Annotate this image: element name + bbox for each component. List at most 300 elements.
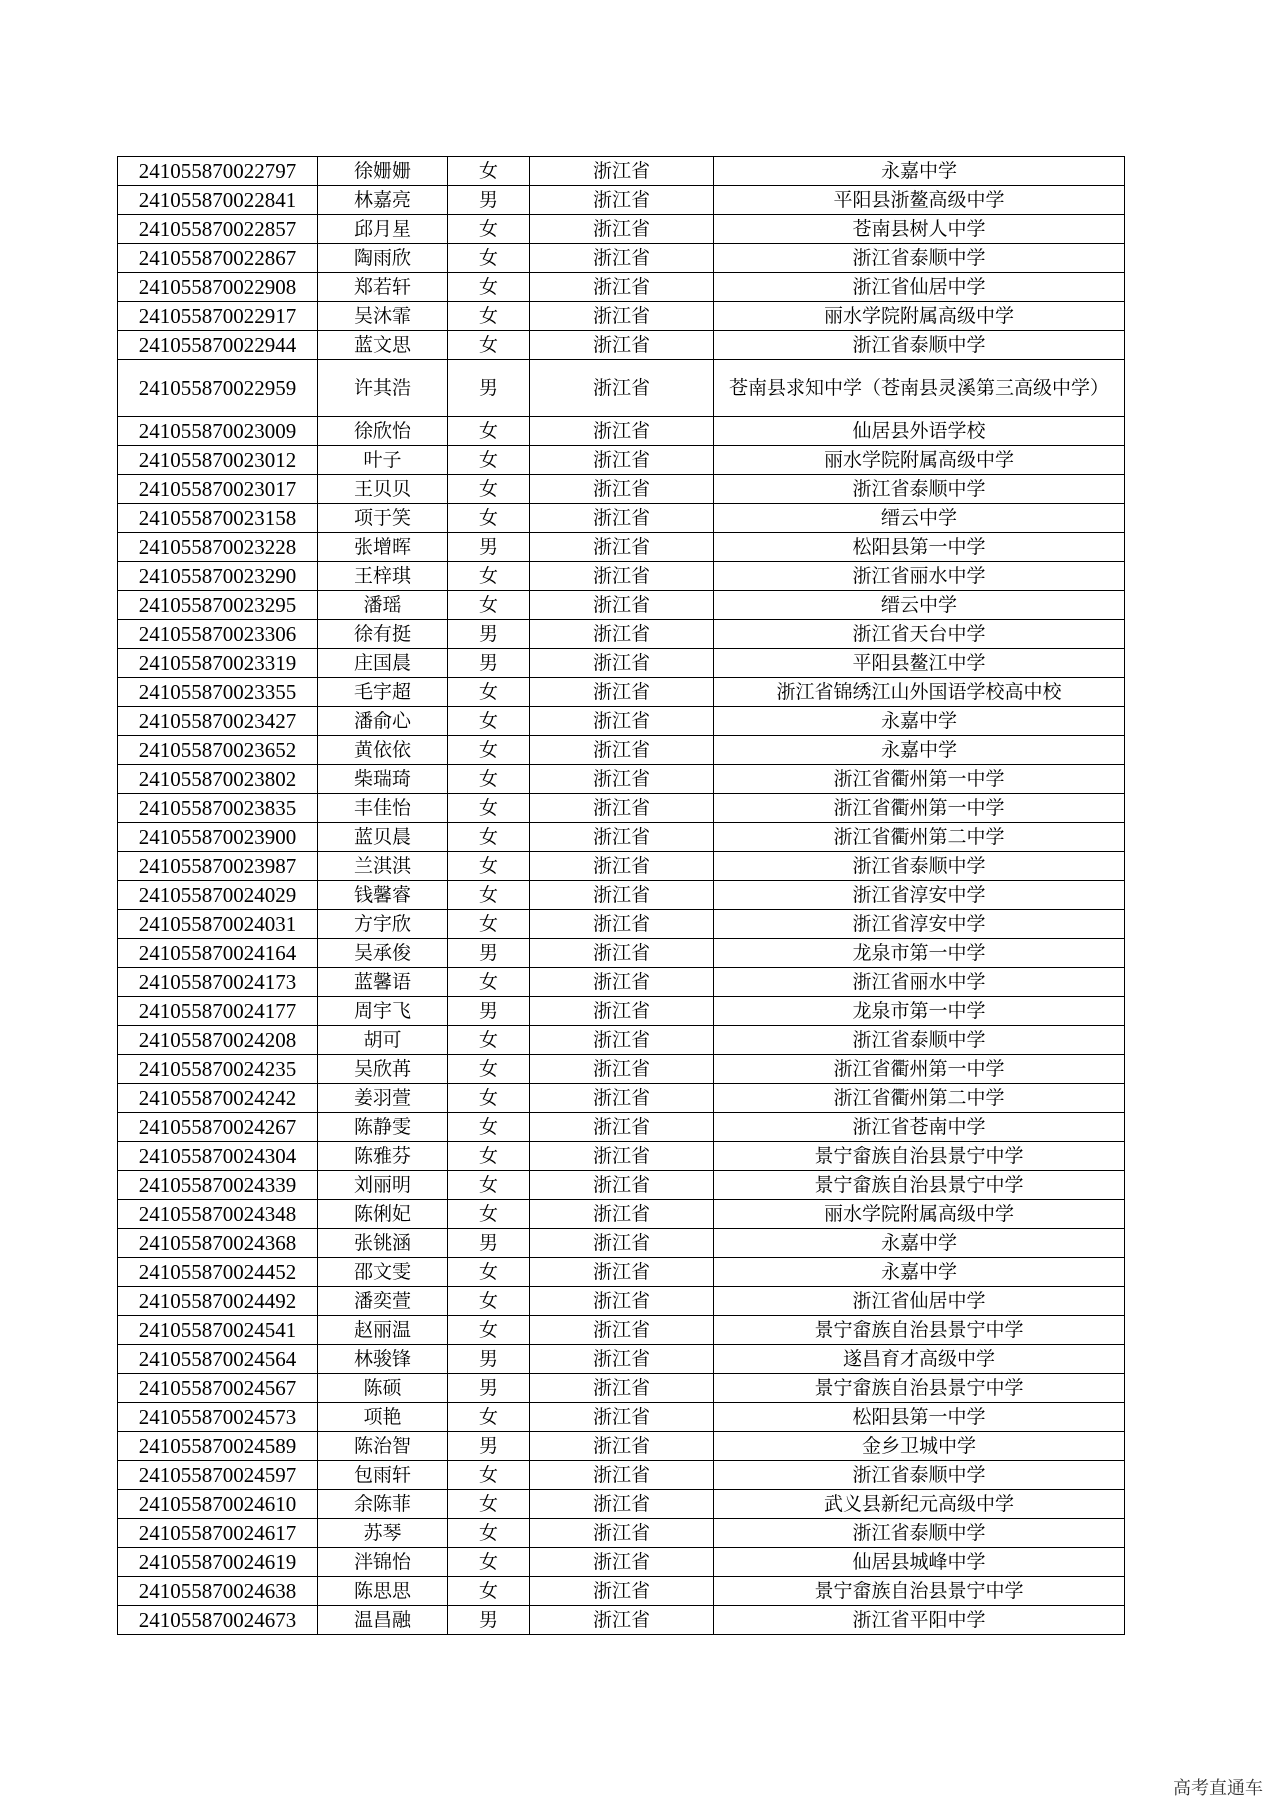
table-row xyxy=(118,765,1125,794)
gender-cell: 女 xyxy=(448,1026,530,1055)
school-cell: 永嘉中学 xyxy=(714,1229,1125,1258)
table-row xyxy=(118,446,1125,475)
province-cell: 浙江省 xyxy=(530,591,714,620)
student-name-cell: 钱馨睿 xyxy=(318,881,448,910)
province-cell: 浙江省 xyxy=(530,968,714,997)
gender-cell: 女 xyxy=(448,1084,530,1113)
candidate-id-cell: 241055870022917 xyxy=(118,302,318,331)
candidate-id-cell: 241055870023012 xyxy=(118,446,318,475)
school-cell: 浙江省平阳中学 xyxy=(714,1606,1125,1635)
student-name-cell: 项于笑 xyxy=(318,504,448,533)
candidate-id-cell: 241055870024348 xyxy=(118,1200,318,1229)
candidate-id-cell: 241055870023835 xyxy=(118,794,318,823)
table-row xyxy=(118,417,1125,446)
table-row xyxy=(118,968,1125,997)
province-cell: 浙江省 xyxy=(530,1113,714,1142)
candidate-id-cell: 241055870022841 xyxy=(118,186,318,215)
province-cell: 浙江省 xyxy=(530,997,714,1026)
school-cell: 浙江省丽水中学 xyxy=(714,562,1125,591)
student-name-cell: 刘丽明 xyxy=(318,1171,448,1200)
school-cell: 浙江省衢州第一中学 xyxy=(714,765,1125,794)
student-name-cell: 蓝贝晨 xyxy=(318,823,448,852)
candidate-id-cell: 241055870024597 xyxy=(118,1461,318,1490)
gender-cell: 女 xyxy=(448,678,530,707)
table-row xyxy=(118,881,1125,910)
school-cell: 永嘉中学 xyxy=(714,1258,1125,1287)
gender-cell: 女 xyxy=(448,1142,530,1171)
gender-cell: 男 xyxy=(448,939,530,968)
student-name-cell: 方宇欣 xyxy=(318,910,448,939)
table-row xyxy=(118,302,1125,331)
gender-cell: 男 xyxy=(448,1374,530,1403)
school-cell: 景宁畲族自治县景宁中学 xyxy=(714,1374,1125,1403)
candidate-id-cell: 241055870024541 xyxy=(118,1316,318,1345)
school-cell: 景宁畲族自治县景宁中学 xyxy=(714,1316,1125,1345)
table-row xyxy=(118,1055,1125,1084)
gender-cell: 男 xyxy=(448,360,530,417)
student-name-cell: 吴沐霏 xyxy=(318,302,448,331)
province-cell: 浙江省 xyxy=(530,1490,714,1519)
table-row xyxy=(118,678,1125,707)
province-cell: 浙江省 xyxy=(530,1171,714,1200)
school-cell: 仙居县城峰中学 xyxy=(714,1548,1125,1577)
school-cell: 丽水学院附属高级中学 xyxy=(714,1200,1125,1229)
gender-cell: 女 xyxy=(448,475,530,504)
candidate-id-cell: 241055870022944 xyxy=(118,331,318,360)
table-row xyxy=(118,533,1125,562)
table-row xyxy=(118,910,1125,939)
student-name-cell: 姜羽萱 xyxy=(318,1084,448,1113)
school-cell: 丽水学院附属高级中学 xyxy=(714,302,1125,331)
province-cell: 浙江省 xyxy=(530,1316,714,1345)
table-row xyxy=(118,215,1125,244)
student-name-cell: 吴欣苒 xyxy=(318,1055,448,1084)
candidate-id-cell: 241055870024339 xyxy=(118,1171,318,1200)
gender-cell: 女 xyxy=(448,881,530,910)
table-row xyxy=(118,1084,1125,1113)
province-cell: 浙江省 xyxy=(530,852,714,881)
candidate-id-cell: 241055870024029 xyxy=(118,881,318,910)
province-cell: 浙江省 xyxy=(530,736,714,765)
candidate-id-cell: 241055870023802 xyxy=(118,765,318,794)
table-row xyxy=(118,939,1125,968)
school-cell: 苍南县求知中学（苍南县灵溪第三高级中学） xyxy=(714,360,1125,417)
gender-cell: 男 xyxy=(448,1345,530,1374)
gender-cell: 女 xyxy=(448,823,530,852)
province-cell: 浙江省 xyxy=(530,1461,714,1490)
province-cell: 浙江省 xyxy=(530,707,714,736)
gender-cell: 男 xyxy=(448,997,530,1026)
province-cell: 浙江省 xyxy=(530,881,714,910)
student-name-cell: 毛宇超 xyxy=(318,678,448,707)
gender-cell: 女 xyxy=(448,417,530,446)
candidate-id-cell: 241055870024610 xyxy=(118,1490,318,1519)
school-cell: 永嘉中学 xyxy=(714,736,1125,765)
gender-cell: 女 xyxy=(448,765,530,794)
gender-cell: 女 xyxy=(448,1200,530,1229)
candidate-id-cell: 241055870022867 xyxy=(118,244,318,273)
province-cell: 浙江省 xyxy=(530,215,714,244)
gender-cell: 男 xyxy=(448,620,530,649)
student-name-cell: 柴瑞琦 xyxy=(318,765,448,794)
candidate-id-cell: 241055870024573 xyxy=(118,1403,318,1432)
candidate-id-cell: 241055870022857 xyxy=(118,215,318,244)
gender-cell: 女 xyxy=(448,910,530,939)
candidate-id-cell: 241055870023306 xyxy=(118,620,318,649)
student-name-cell: 吴承俊 xyxy=(318,939,448,968)
candidate-id-cell: 241055870024638 xyxy=(118,1577,318,1606)
province-cell: 浙江省 xyxy=(530,446,714,475)
table-row xyxy=(118,186,1125,215)
student-name-cell: 温昌融 xyxy=(318,1606,448,1635)
gender-cell: 男 xyxy=(448,1432,530,1461)
province-cell: 浙江省 xyxy=(530,273,714,302)
school-cell: 浙江省淳安中学 xyxy=(714,881,1125,910)
candidate-id-cell: 241055870024235 xyxy=(118,1055,318,1084)
student-name-cell: 张铫涵 xyxy=(318,1229,448,1258)
province-cell: 浙江省 xyxy=(530,1258,714,1287)
student-name-cell: 王梓琪 xyxy=(318,562,448,591)
school-cell: 平阳县鳌江中学 xyxy=(714,649,1125,678)
candidate-id-cell: 241055870024492 xyxy=(118,1287,318,1316)
table-row xyxy=(118,504,1125,533)
gender-cell: 女 xyxy=(448,736,530,765)
student-name-cell: 潘瑶 xyxy=(318,591,448,620)
school-cell: 苍南县树人中学 xyxy=(714,215,1125,244)
candidate-id-cell: 241055870023158 xyxy=(118,504,318,533)
student-name-cell: 陈治智 xyxy=(318,1432,448,1461)
table-row xyxy=(118,1026,1125,1055)
province-cell: 浙江省 xyxy=(530,620,714,649)
school-cell: 缙云中学 xyxy=(714,504,1125,533)
student-name-cell: 徐欣怡 xyxy=(318,417,448,446)
school-cell: 浙江省天台中学 xyxy=(714,620,1125,649)
candidate-id-cell: 241055870023290 xyxy=(118,562,318,591)
province-cell: 浙江省 xyxy=(530,533,714,562)
province-cell: 浙江省 xyxy=(530,823,714,852)
school-cell: 浙江省锦绣江山外国语学校高中校 xyxy=(714,678,1125,707)
student-name-cell: 泮锦怡 xyxy=(318,1548,448,1577)
candidate-id-cell: 241055870024567 xyxy=(118,1374,318,1403)
student-name-cell: 叶子 xyxy=(318,446,448,475)
gender-cell: 女 xyxy=(448,707,530,736)
table-row xyxy=(118,1548,1125,1577)
gender-cell: 女 xyxy=(448,1258,530,1287)
table-row xyxy=(118,1519,1125,1548)
candidate-id-cell: 241055870023652 xyxy=(118,736,318,765)
school-cell: 景宁畲族自治县景宁中学 xyxy=(714,1577,1125,1606)
candidate-id-cell: 241055870023987 xyxy=(118,852,318,881)
table-row xyxy=(118,649,1125,678)
gender-cell: 女 xyxy=(448,215,530,244)
province-cell: 浙江省 xyxy=(530,1142,714,1171)
student-name-cell: 张增晖 xyxy=(318,533,448,562)
province-cell: 浙江省 xyxy=(530,1577,714,1606)
province-cell: 浙江省 xyxy=(530,417,714,446)
gender-cell: 男 xyxy=(448,1606,530,1635)
gender-cell: 女 xyxy=(448,1316,530,1345)
province-cell: 浙江省 xyxy=(530,910,714,939)
candidate-id-cell: 241055870022797 xyxy=(118,157,318,186)
province-cell: 浙江省 xyxy=(530,1287,714,1316)
table-row xyxy=(118,736,1125,765)
candidate-id-cell: 241055870024173 xyxy=(118,968,318,997)
province-cell: 浙江省 xyxy=(530,1229,714,1258)
student-name-cell: 黄依依 xyxy=(318,736,448,765)
province-cell: 浙江省 xyxy=(530,678,714,707)
province-cell: 浙江省 xyxy=(530,157,714,186)
student-roster-table xyxy=(117,156,1125,1635)
candidate-id-cell: 241055870023017 xyxy=(118,475,318,504)
student-name-cell: 邵文雯 xyxy=(318,1258,448,1287)
school-cell: 浙江省苍南中学 xyxy=(714,1113,1125,1142)
province-cell: 浙江省 xyxy=(530,360,714,417)
gender-cell: 女 xyxy=(448,302,530,331)
province-cell: 浙江省 xyxy=(530,331,714,360)
school-cell: 浙江省仙居中学 xyxy=(714,1287,1125,1316)
school-cell: 浙江省仙居中学 xyxy=(714,273,1125,302)
school-cell: 浙江省丽水中学 xyxy=(714,968,1125,997)
table-row xyxy=(118,1229,1125,1258)
table-row xyxy=(118,1287,1125,1316)
candidate-id-cell: 241055870023009 xyxy=(118,417,318,446)
table-row xyxy=(118,244,1125,273)
gender-cell: 女 xyxy=(448,1548,530,1577)
school-cell: 浙江省泰顺中学 xyxy=(714,1461,1125,1490)
school-cell: 浙江省泰顺中学 xyxy=(714,475,1125,504)
student-name-cell: 蓝文思 xyxy=(318,331,448,360)
student-name-cell: 胡可 xyxy=(318,1026,448,1055)
candidate-id-cell: 241055870024304 xyxy=(118,1142,318,1171)
province-cell: 浙江省 xyxy=(530,649,714,678)
province-cell: 浙江省 xyxy=(530,244,714,273)
student-name-cell: 包雨轩 xyxy=(318,1461,448,1490)
gender-cell: 男 xyxy=(448,1229,530,1258)
province-cell: 浙江省 xyxy=(530,765,714,794)
school-cell: 浙江省淳安中学 xyxy=(714,910,1125,939)
student-name-cell: 徐有挺 xyxy=(318,620,448,649)
student-name-cell: 王贝贝 xyxy=(318,475,448,504)
student-name-cell: 邱月星 xyxy=(318,215,448,244)
candidate-id-cell: 241055870024452 xyxy=(118,1258,318,1287)
school-cell: 平阳县浙鳌高级中学 xyxy=(714,186,1125,215)
table-row xyxy=(118,157,1125,186)
province-cell: 浙江省 xyxy=(530,475,714,504)
school-cell: 缙云中学 xyxy=(714,591,1125,620)
candidate-id-cell: 241055870023355 xyxy=(118,678,318,707)
candidate-id-cell: 241055870024031 xyxy=(118,910,318,939)
school-cell: 浙江省泰顺中学 xyxy=(714,1519,1125,1548)
candidate-id-cell: 241055870024564 xyxy=(118,1345,318,1374)
table-row xyxy=(118,1316,1125,1345)
student-name-cell: 苏琴 xyxy=(318,1519,448,1548)
school-cell: 永嘉中学 xyxy=(714,157,1125,186)
table-row xyxy=(118,562,1125,591)
student-name-cell: 陶雨欣 xyxy=(318,244,448,273)
school-cell: 浙江省泰顺中学 xyxy=(714,331,1125,360)
table-row xyxy=(118,1258,1125,1287)
school-cell: 浙江省衢州第二中学 xyxy=(714,1084,1125,1113)
student-name-cell: 徐姗姗 xyxy=(318,157,448,186)
gender-cell: 女 xyxy=(448,504,530,533)
school-cell: 仙居县外语学校 xyxy=(714,417,1125,446)
table-row xyxy=(118,1200,1125,1229)
student-name-cell: 兰淇淇 xyxy=(318,852,448,881)
school-cell: 浙江省衢州第二中学 xyxy=(714,823,1125,852)
school-cell: 浙江省泰顺中学 xyxy=(714,244,1125,273)
province-cell: 浙江省 xyxy=(530,504,714,533)
candidate-id-cell: 241055870024619 xyxy=(118,1548,318,1577)
table-row xyxy=(118,1432,1125,1461)
gender-cell: 女 xyxy=(448,1055,530,1084)
student-name-cell: 潘俞心 xyxy=(318,707,448,736)
table-row xyxy=(118,852,1125,881)
school-cell: 松阳县第一中学 xyxy=(714,1403,1125,1432)
gender-cell: 男 xyxy=(448,649,530,678)
table-row xyxy=(118,331,1125,360)
gender-cell: 女 xyxy=(448,1171,530,1200)
student-name-cell: 林嘉亮 xyxy=(318,186,448,215)
candidate-id-cell: 241055870024673 xyxy=(118,1606,318,1635)
gender-cell: 女 xyxy=(448,1403,530,1432)
school-cell: 龙泉市第一中学 xyxy=(714,939,1125,968)
school-cell: 浙江省泰顺中学 xyxy=(714,1026,1125,1055)
province-cell: 浙江省 xyxy=(530,794,714,823)
gender-cell: 女 xyxy=(448,968,530,997)
gender-cell: 女 xyxy=(448,157,530,186)
school-cell: 景宁畲族自治县景宁中学 xyxy=(714,1142,1125,1171)
candidate-id-cell: 241055870023319 xyxy=(118,649,318,678)
school-cell: 浙江省衢州第一中学 xyxy=(714,794,1125,823)
gender-cell: 女 xyxy=(448,244,530,273)
candidate-id-cell: 241055870024267 xyxy=(118,1113,318,1142)
gender-cell: 女 xyxy=(448,331,530,360)
candidate-id-cell: 241055870023295 xyxy=(118,591,318,620)
province-cell: 浙江省 xyxy=(530,1403,714,1432)
gender-cell: 男 xyxy=(448,533,530,562)
province-cell: 浙江省 xyxy=(530,1374,714,1403)
table-row xyxy=(118,1142,1125,1171)
school-cell: 永嘉中学 xyxy=(714,707,1125,736)
table-row xyxy=(118,1171,1125,1200)
gender-cell: 女 xyxy=(448,1461,530,1490)
student-name-cell: 潘奕萱 xyxy=(318,1287,448,1316)
candidate-id-cell: 241055870024242 xyxy=(118,1084,318,1113)
province-cell: 浙江省 xyxy=(530,1548,714,1577)
candidate-id-cell: 241055870024164 xyxy=(118,939,318,968)
table-row xyxy=(118,1577,1125,1606)
table-row xyxy=(118,591,1125,620)
student-name-cell: 丰佳怡 xyxy=(318,794,448,823)
table-row xyxy=(118,360,1125,417)
gender-cell: 女 xyxy=(448,852,530,881)
school-cell: 景宁畲族自治县景宁中学 xyxy=(714,1171,1125,1200)
student-name-cell: 庄国晨 xyxy=(318,649,448,678)
student-name-cell: 赵丽温 xyxy=(318,1316,448,1345)
school-cell: 武义县新纪元高级中学 xyxy=(714,1490,1125,1519)
school-cell: 龙泉市第一中学 xyxy=(714,997,1125,1026)
table-row xyxy=(118,1461,1125,1490)
table-row xyxy=(118,823,1125,852)
school-cell: 浙江省泰顺中学 xyxy=(714,852,1125,881)
table-row xyxy=(118,1345,1125,1374)
province-cell: 浙江省 xyxy=(530,1519,714,1548)
school-cell: 丽水学院附属高级中学 xyxy=(714,446,1125,475)
province-cell: 浙江省 xyxy=(530,1345,714,1374)
table-row xyxy=(118,1490,1125,1519)
student-name-cell: 陈雅芬 xyxy=(318,1142,448,1171)
table-row xyxy=(118,273,1125,302)
candidate-id-cell: 241055870024617 xyxy=(118,1519,318,1548)
gender-cell: 女 xyxy=(448,1490,530,1519)
school-cell: 浙江省衢州第一中学 xyxy=(714,1055,1125,1084)
province-cell: 浙江省 xyxy=(530,562,714,591)
province-cell: 浙江省 xyxy=(530,1084,714,1113)
province-cell: 浙江省 xyxy=(530,1606,714,1635)
student-name-cell: 林骏锋 xyxy=(318,1345,448,1374)
candidate-id-cell: 241055870024208 xyxy=(118,1026,318,1055)
gender-cell: 女 xyxy=(448,1287,530,1316)
table-row xyxy=(118,475,1125,504)
student-name-cell: 许其浩 xyxy=(318,360,448,417)
candidate-id-cell: 241055870023427 xyxy=(118,707,318,736)
province-cell: 浙江省 xyxy=(530,302,714,331)
gender-cell: 女 xyxy=(448,562,530,591)
province-cell: 浙江省 xyxy=(530,186,714,215)
student-name-cell: 陈静雯 xyxy=(318,1113,448,1142)
student-name-cell: 项艳 xyxy=(318,1403,448,1432)
roster-body xyxy=(118,157,1125,1635)
table-row xyxy=(118,1113,1125,1142)
table-row xyxy=(118,997,1125,1026)
school-cell: 遂昌育才高级中学 xyxy=(714,1345,1125,1374)
student-name-cell: 陈俐妃 xyxy=(318,1200,448,1229)
table-row xyxy=(118,1374,1125,1403)
province-cell: 浙江省 xyxy=(530,1432,714,1461)
gender-cell: 女 xyxy=(448,794,530,823)
candidate-id-cell: 241055870024589 xyxy=(118,1432,318,1461)
table-row xyxy=(118,794,1125,823)
candidate-id-cell: 241055870022959 xyxy=(118,360,318,417)
gender-cell: 女 xyxy=(448,1113,530,1142)
gender-cell: 女 xyxy=(448,1519,530,1548)
table-row xyxy=(118,707,1125,736)
student-name-cell: 周宇飞 xyxy=(318,997,448,1026)
province-cell: 浙江省 xyxy=(530,1055,714,1084)
gender-cell: 女 xyxy=(448,446,530,475)
student-name-cell: 余陈菲 xyxy=(318,1490,448,1519)
school-cell: 松阳县第一中学 xyxy=(714,533,1125,562)
candidate-id-cell: 241055870024177 xyxy=(118,997,318,1026)
student-name-cell: 郑若轩 xyxy=(318,273,448,302)
candidate-id-cell: 241055870023228 xyxy=(118,533,318,562)
student-name-cell: 陈硕 xyxy=(318,1374,448,1403)
province-cell: 浙江省 xyxy=(530,1200,714,1229)
table-row xyxy=(118,1403,1125,1432)
candidate-id-cell: 241055870023900 xyxy=(118,823,318,852)
watermark-text: 高考直通车 xyxy=(1173,1778,1263,1799)
gender-cell: 女 xyxy=(448,273,530,302)
candidate-id-cell: 241055870024368 xyxy=(118,1229,318,1258)
province-cell: 浙江省 xyxy=(530,1026,714,1055)
table-row xyxy=(118,1606,1125,1635)
province-cell: 浙江省 xyxy=(530,939,714,968)
gender-cell: 男 xyxy=(448,186,530,215)
student-name-cell: 陈思思 xyxy=(318,1577,448,1606)
table-row xyxy=(118,620,1125,649)
gender-cell: 女 xyxy=(448,1577,530,1606)
candidate-id-cell: 241055870022908 xyxy=(118,273,318,302)
